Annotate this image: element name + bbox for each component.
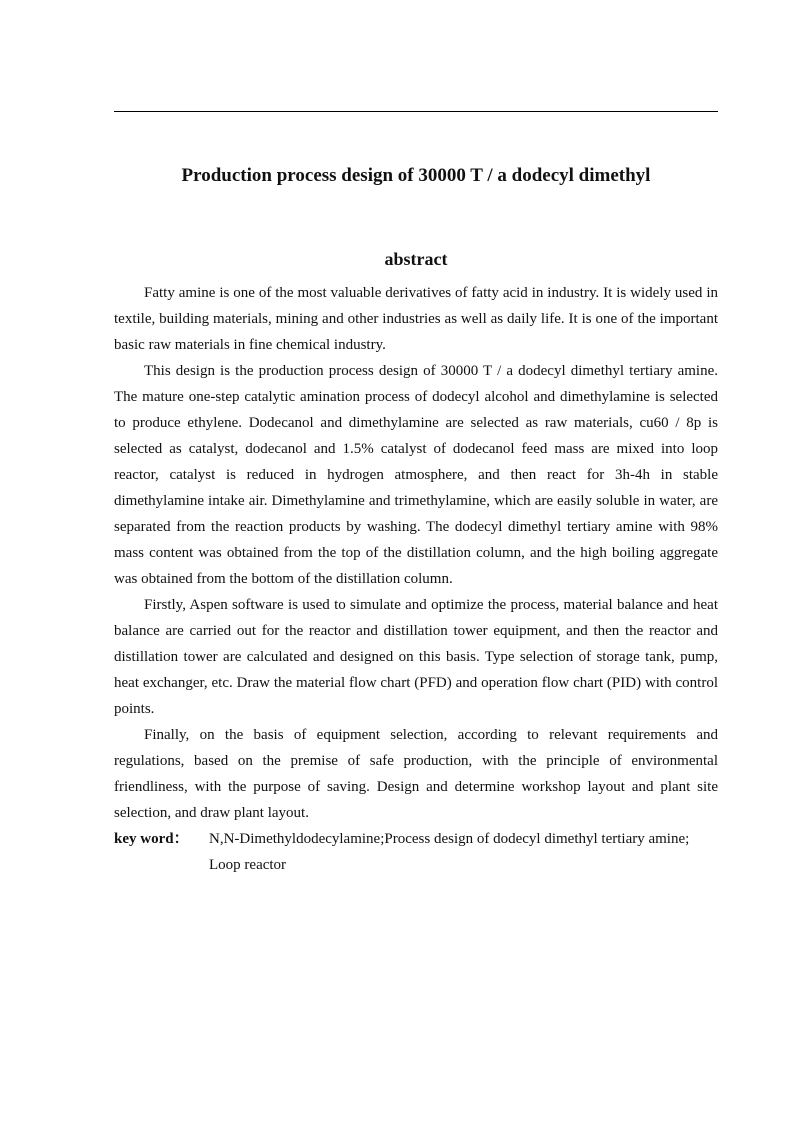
document-title: Production process design of 30000 T / a dodecyl dimethyl — [181, 165, 651, 186]
header-rule — [114, 111, 718, 112]
keywords-line-1: N,N-Dimethyldodecylamine;Process design of dodecyl dimethyl tertiary amine; — [209, 831, 690, 847]
abstract-paragraph-4: Finally, on the basis of equipment selection, according to relevant requirements and regulations, based on the premise of safe production, with the principle of environmental friendliness, with the purpose of saving. Design and determine workshop layout and plant site selection, and draw plant layout. — [114, 727, 718, 821]
abstract-paragraph-3: Firstly, Aspen software is used to simulate and optimize the process, material balance and heat balance are carried out for the reactor and distillation tower equipment, and then the reactor and distillation tower are calculated and designed on this basis. Type selection of storage tank, pump, heat exchanger, etc. Draw the material flow chart (PFD) and operation flow chart (PID) with control points. — [114, 597, 718, 717]
abstract-body — [114, 280, 718, 878]
abstract-heading: abstract — [384, 249, 448, 269]
abstract-paragraph-1: Fatty amine is one of the most valuable derivatives of fatty acid in industry. It is widely used in textile, building materials, mining and other industries as well as daily life. It is one of the important basic raw materials in fine chemical industry. — [114, 285, 718, 353]
keywords-list — [209, 826, 718, 878]
keywords-section — [114, 826, 718, 878]
abstract-paragraph-2: This design is the production process design of 30000 T / a dodecyl dimethyl tertiary amine. The mature one-step catalytic amination process of dodecyl alcohol and dimethylamine is selected to produce ethylene. Dodecanol and dimethylamine are selected as raw materials, cu60 / 8p is selected as catalyst, dodecanol and 1.5% catalyst of dodecanol feed mass are mixed into loop reactor, catalyst is reduced in hydrogen atmosphere, and then react for 3h-4h in stable dimethylamine intake air. Dimethylamine and trimethylamine, which are easily soluble in water, are separated from the reaction products by washing. The dodecyl dimethyl tertiary amine with 98% mass content was obtained from the top of the distillation column, and the high boiling aggregate was obtained from the bottom of the distillation column. — [114, 363, 718, 587]
keywords-label: key word： — [114, 831, 189, 847]
keywords-line-2: Loop reactor — [209, 857, 287, 873]
